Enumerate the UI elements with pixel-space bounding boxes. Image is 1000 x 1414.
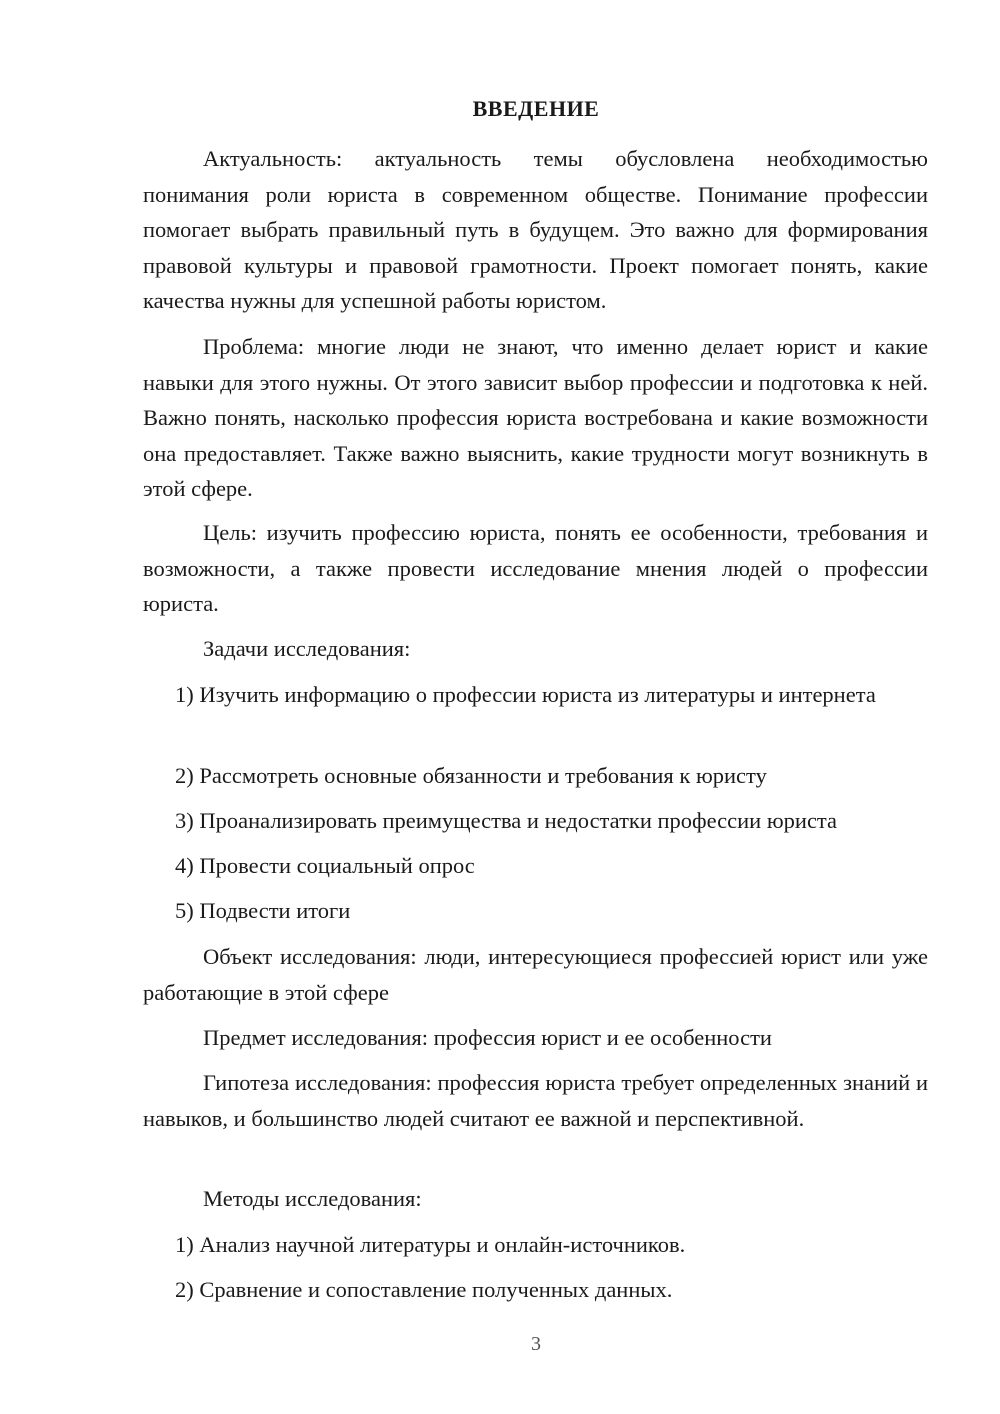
paragraph-hypothesis bbox=[143, 1065, 928, 1136]
tasks-heading bbox=[143, 631, 928, 667]
page-number: 3 bbox=[531, 1333, 541, 1355]
problem-text: Проблема: многие люди не знают, что именно делает юрист и какие навыки для этого нужны. От этого зависит выбор профессии и подготовка к ней. Важно понять, насколько профессия юриста востребована и какие возможности она предоставляет. Также важно выяснить, какие трудности могут возникнуть в этой сфере. bbox=[143, 334, 928, 501]
list-item: 1) Изучить информацию о профессии юриста из литературы и интернета bbox=[175, 682, 876, 707]
method-item-2 bbox=[143, 1272, 928, 1308]
paragraph-relevance bbox=[143, 141, 928, 319]
list-item: 1) Анализ научной литературы и онлайн-источников. bbox=[175, 1232, 686, 1257]
list-item: 2) Рассмотреть основные обязанности и требования к юристу bbox=[175, 763, 767, 788]
goal-text: Цель: изучить профессию юриста, понять ее особенности, требования и возможности, а также провести исследование мнения людей о профессии юриста. bbox=[143, 520, 928, 616]
hypothesis-text: Гипотеза исследования: профессия юриста требует определенных знаний и навыков, и большинство людей считают ее важной и перспективной. bbox=[143, 1070, 928, 1131]
task-item-5 bbox=[143, 893, 928, 929]
paragraph-problem bbox=[143, 329, 928, 507]
list-item: 4) Провести социальный опрос bbox=[175, 853, 475, 878]
list-item: 5) Подвести итоги bbox=[175, 898, 351, 923]
task-item-1 bbox=[143, 677, 928, 713]
methods-heading-text: Методы исследования: bbox=[203, 1186, 422, 1211]
paragraph-subject bbox=[143, 1020, 928, 1056]
relevance-text: Актуальность: актуальность темы обусловлена необходимостью понимания роли юриста в современном обществе. Понимание профессии помогает выбрать правильный путь в будущем. Это важно для формирования правовой культуры и правовой грамотности. Проект помогает понять, какие качества нужны для успешной работы юристом. bbox=[143, 146, 928, 313]
object-text: Объект исследования: люди, интересующиеся профессией юрист или уже работающие в этой сфере bbox=[143, 944, 928, 1005]
task-item-4 bbox=[143, 848, 928, 884]
list-item: 3) Проанализировать преимущества и недостатки профессии юриста bbox=[175, 808, 838, 833]
page-title: ВВЕДЕНИЕ bbox=[472, 96, 600, 121]
paragraph-object bbox=[143, 939, 928, 1010]
paragraph-goal bbox=[143, 515, 928, 622]
task-item-3 bbox=[143, 803, 928, 839]
subject-text: Предмет исследования: профессия юрист и ее особенности bbox=[203, 1025, 772, 1050]
list-item: 2) Сравнение и сопоставление полученных данных. bbox=[175, 1277, 673, 1302]
methods-heading bbox=[143, 1181, 928, 1217]
tasks-heading-text: Задачи исследования: bbox=[203, 636, 411, 661]
method-item-1 bbox=[143, 1227, 928, 1263]
task-item-2 bbox=[143, 758, 928, 794]
